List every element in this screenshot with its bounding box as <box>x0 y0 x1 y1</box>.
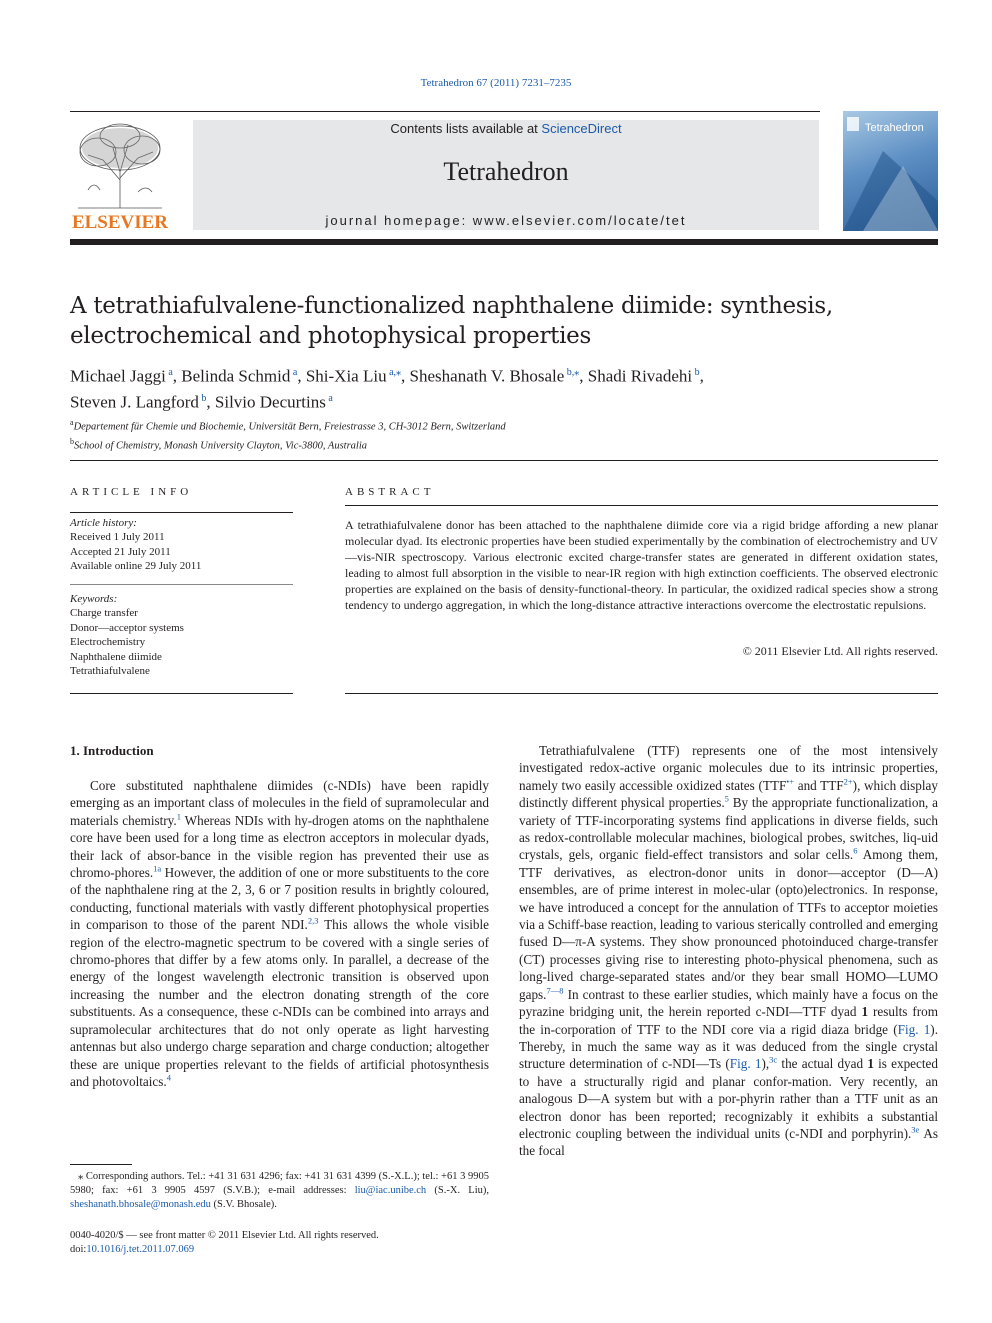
affiliation <box>70 435 938 454</box>
keyword: Naphthalene diimide <box>70 650 162 663</box>
abstract-text: A tetrathiafulvalene donor has been attached to the naphthalene diimide core via a rigid bridge affording a new planar molecular dyad. Its electronic properties have been studied experimentally by the combination of electrochemistry and UV—vis-NIR spectroscopy. Various electronic excited charge-transfer states are generated in different oxidation states, leading to almost full absorption in the visible to near-IR region with high extinction coefficients. The observed electronic properties are explained on the basis of density-functional-theory. In particular, the oxidized radical species show a strong tendency to undergo aggregation, in which the long-distance attractive interactions overcome the electrostatic repulsions. <box>345 518 938 612</box>
compound-number: 1 <box>867 1056 874 1072</box>
keyword: Tetrathiafulvalene <box>70 665 150 678</box>
doi-link[interactable]: 10.1016/j.tet.2011.07.069 <box>86 1244 195 1255</box>
author-affiliation-marker[interactable]: a <box>165 367 173 378</box>
article-info-heading: ARTICLE INFO <box>70 486 193 498</box>
author-name: Steven J. Langford <box>70 392 199 412</box>
author-name: Shi-Xia Liu <box>305 366 387 386</box>
journal-citation[interactable]: Tetrahedron 67 (2011) 7231–7235 <box>420 77 572 89</box>
tree-icon <box>68 120 172 212</box>
keywords-label: Keywords: <box>70 593 118 605</box>
journal-homepage[interactable]: journal homepage: www.elsevier.com/locate/tet <box>325 213 687 228</box>
cover-title: Tetrahedron <box>865 122 924 134</box>
affiliation <box>70 416 938 435</box>
abstract-bottom-rule <box>345 693 938 694</box>
abstract-heading: ABSTRACT <box>345 486 435 498</box>
figure-ref-link[interactable]: Fig. 1 <box>729 1056 762 1072</box>
history-online: Available online 29 July 2011 <box>70 560 202 573</box>
header-divider <box>70 111 820 112</box>
author-separator: , <box>579 366 588 386</box>
footnote-text: Corresponding authors. Tel.: +41 31 631 4296; fax: +41 31 631 4399 (S.-X.L.); tel.: +61 3 9905 5980; fax: +61 3 9905 4597 (S.V.B.); e-mail addresses: <box>70 1171 489 1196</box>
abstract-copyright: © 2011 Elsevier Ltd. All rights reserved. <box>742 644 938 658</box>
affiliations <box>70 416 938 453</box>
issn-line <box>70 1229 489 1257</box>
affiliation-marker: b <box>70 436 74 446</box>
citation-ref[interactable]: •+ <box>786 776 795 787</box>
author-separator: , <box>401 366 410 386</box>
article-info-divider <box>70 512 293 513</box>
citation-ref[interactable]: 3c <box>769 1054 778 1065</box>
citation-ref[interactable]: 4 <box>166 1072 171 1083</box>
compound-number: 1 <box>861 1004 869 1020</box>
author-name: Shadi Rivadehi <box>587 366 693 386</box>
author-affiliation-marker[interactable]: b <box>692 367 700 378</box>
figure-ref-link[interactable]: Fig. 1 <box>897 1021 931 1037</box>
author-list <box>70 362 938 413</box>
contents-line <box>193 121 819 136</box>
citation-ref[interactable]: 3e <box>911 1124 920 1135</box>
email-link[interactable]: liu@iac.unibe.ch <box>354 1185 427 1196</box>
contents-prefix: Contents lists available at <box>390 121 542 136</box>
affiliation-marker: a <box>70 418 74 427</box>
history-accepted: Accepted 21 July 2011 <box>70 545 171 558</box>
body-paragraph: Core substituted naphthalene diimides (c-NDIs) have been rapidly emerging as an important class of molecules in the field of supramolecular and materials chemistry.$^1$ Whereas NDIs with hy-drogen atoms on the naphthalene core have been used for a long time as electron acceptors in molecular dyads, their lack of absor-bance in the visible region has prevented their use as chromo-phores.$^{1a}$ However, the addition of one or more substituents to the core of the naphthalene ring at the 2, 3, 6 or 7 position results in brightly coloured, conducting, functional materials with vastly different photophysical properties in comparison to those of the parent NDI.$^{2,3}$ This allows the whole visible region of the electro-magnetic spectrum to be covered with a single series of chromo-phores that differ by a few atoms only. In parallel, a decrease of the energy of the longest wavelength electronic transition is observed upon increasing the number and the electron donating strength of the core substituents. As a consequence, these c-NDIs can be combined into arrays and supramolecular architectures that do not only operate as light harvesting antennas but also undergo charge separation and charge conduction; altogether these are unique properties relevant to the fields of artificial photosynthesis and photovoltaics.$^4$ <box>70 778 490 1089</box>
author-separator: , <box>297 366 306 386</box>
front-matter: 0040-4020/$ — see front matter © 2011 Elsevier Ltd. All rights reserved. <box>70 1230 379 1241</box>
sciencedirect-link[interactable]: ScienceDirect <box>541 121 622 136</box>
citation-ref[interactable]: 1 <box>176 811 181 822</box>
footnote-end: (S.V. Bhosale). <box>210 1199 277 1210</box>
keyword: Electrochemistry <box>70 636 146 649</box>
history-divider <box>70 584 293 585</box>
body-column-right <box>519 742 938 1160</box>
affiliation-divider <box>70 460 938 461</box>
author-affiliation-marker[interactable]: b <box>198 392 207 404</box>
corresponding-author-footnote <box>70 1170 489 1212</box>
affiliation-text: School of Chemistry, Monash University Clayton, Vic-3800, Australia <box>74 440 368 451</box>
body-column-left <box>70 777 489 1090</box>
history-label: Article history: <box>70 517 137 529</box>
footnote-rule <box>70 1164 132 1165</box>
citation-ref[interactable]: 7—8 <box>546 985 564 996</box>
author-name: Michael Jaggi <box>70 366 166 386</box>
keyword: Charge transfer <box>70 607 138 620</box>
article-title: A tetrathiafulvalene-functionalized naphthalene diimide: synthesis, electrochemical and photophysical properties <box>70 293 833 349</box>
citation-ref[interactable]: 1a <box>153 863 162 874</box>
body-paragraph: Tetrathiafulvalene (TTF) represents one of the most intensively investigated redox-active organic molecules due to its intrinsic properties, namely two easily accessible oxidized states (TTF•+ and $TTF^{2+}$), which display distinctly different physical properties.$^5$ By the appropriate functionalization, a variety of TTF-incorporating systems find applications in diverse fields, such as redox-controllable molecular machines, biological probes, switches, liq-uid crystals, gels, organic field-effect transistors and solar cells.$^6$ Among them, TTF derivatives, as electron-donor units in donor—acceptor (D—A) ensembles, are of prime interest in molec-ular (opto)electronics. In response, we have introduced a concept for the annulation of TTFs to acceptor moieties via a Schiff-base reaction, leading to various sterically controlled and emerging fused D—π-A systems. They show pronounced photoinduced charge-transfer (CT) processes giving rise to interesting photo-physical phenomena, such as long-lived charge-separated states and/or they bear small HOMO—LUMO gaps.$^{7—8}$ In contrast to these earlier studies, which mainly have a focus on the pyrazine bridging unit, the herein reported c-NDI—TTF dyad 1 results from the in-corporation of TTF to the NDI core via a rigid diaza bridge (Fig. 1). Thereby, in much the same way as it was deduced from the single crystal structure determination of c-NDI—Ts (Fig. 1),$^{3c}$ the actual dyad 1 is expected to have a structurally rigid and planar confor-mation. Very recently, an analogous D—A system but with a por-phyrin rather than a TTF unit as an electron donor has been reported; recognizably it exhibits a substantial electronic coupling between the individual units (c-NDI and porphyrin).$^{3e}$ As the focal <box>519 743 938 1159</box>
keyword: Donor—acceptor systems <box>70 621 184 634</box>
author-affiliation-marker[interactable]: a,⁎ <box>386 367 402 378</box>
author-name: Silvio Decurtins <box>214 392 326 412</box>
author-separator: , <box>206 392 215 412</box>
history-received: Received 1 July 2011 <box>70 531 165 544</box>
footnote-mid: (S.-X. Liu), <box>426 1185 489 1196</box>
author-name: Sheshanath V. Bhosale <box>409 366 565 386</box>
citation-ref[interactable]: 6 <box>853 846 858 857</box>
citation-ref[interactable]: 5 <box>724 793 729 804</box>
journal-name: Tetrahedron <box>443 157 569 186</box>
author-affiliation-marker[interactable]: b,⁎ <box>564 367 580 378</box>
journal-cover-image <box>843 111 938 231</box>
article-history <box>70 516 293 574</box>
citation-ref[interactable]: 2+ <box>843 776 853 787</box>
footnote-marker: ⁎ <box>78 1171 84 1182</box>
author-affiliation-marker[interactable]: a <box>325 392 333 404</box>
keywords <box>70 592 293 678</box>
abstract-divider <box>345 505 938 506</box>
header-thick-rule <box>70 239 938 245</box>
author-separator: , <box>699 366 704 386</box>
citation-ref[interactable]: 2,3 <box>307 915 319 926</box>
section-heading-introduction: 1. Introduction <box>70 743 154 758</box>
author-name: Belinda Schmid <box>181 366 291 386</box>
author-separator: , <box>172 366 182 386</box>
author-affiliation-marker[interactable]: a <box>290 367 298 378</box>
doi-line <box>70 1243 489 1257</box>
doi-label: doi: <box>70 1244 87 1255</box>
elsevier-wordmark: ELSEVIER <box>71 212 169 233</box>
affiliation-text: Departement für Chemie und Biochemie, Universität Bern, Freiestrasse 3, CH-3012 Bern, Switzerland <box>73 421 506 433</box>
email-link[interactable]: sheshanath.bhosale@monash.edu <box>70 1199 211 1210</box>
article-info-bottom-rule <box>70 693 293 694</box>
